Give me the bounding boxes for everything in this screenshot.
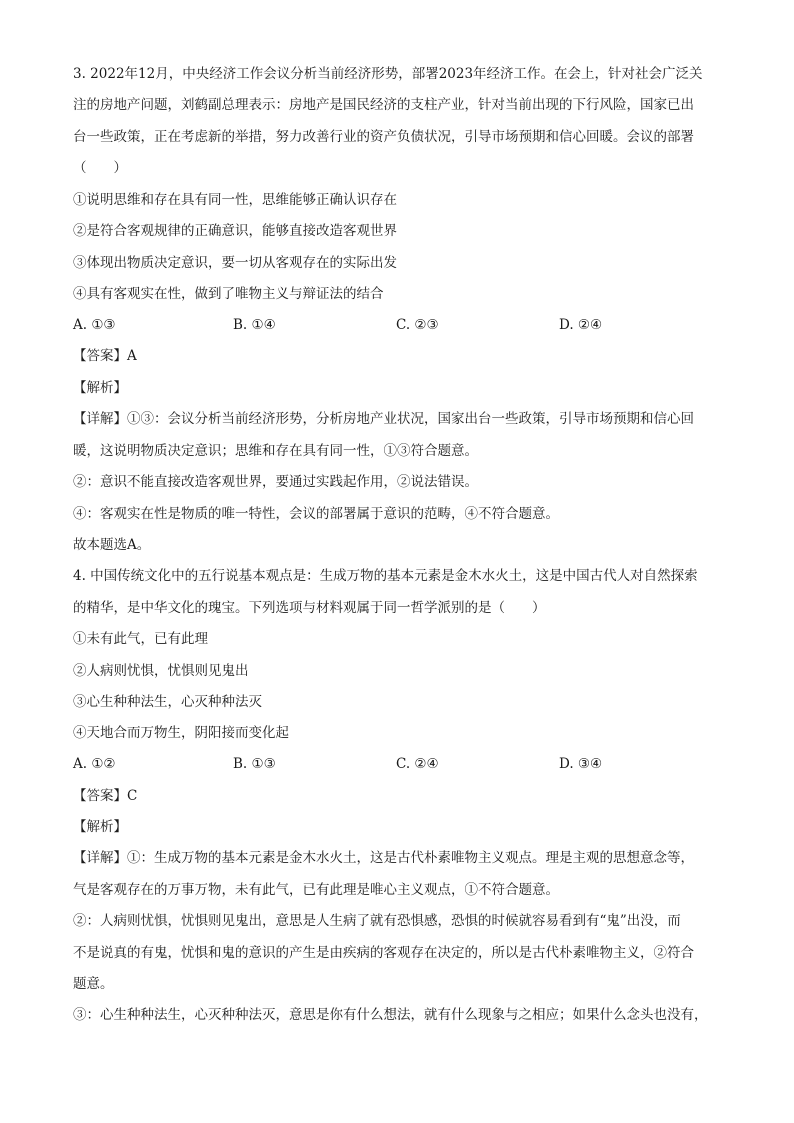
q3-stem-line-2: 注的房地产问题，刘鹤副总理表示：房地产是国民经济的支柱产业，针对当前出现的下行风险，国家已出 — [73, 97, 694, 113]
q3-detail-line-4: ④：客观实在性是物质的唯一特性，会议的部署属于意识的范畴，④不符合题意。 — [73, 506, 559, 522]
q4-option-b: B. ①③ — [233, 756, 276, 772]
q4-option-a: A. ①② — [73, 756, 116, 772]
q4-statement-1: ①未有此气，已有此理 — [73, 631, 208, 647]
q3-stem-line-1: 3. 2022年12月，中央经济工作会议分析当前经济形势，部署2023年经济工作。在会上，针对社会广泛关 — [73, 66, 703, 82]
q4-analysis-label: 【解析】 — [73, 819, 127, 835]
q4-answer: 【答案】C — [73, 788, 138, 804]
q3-analysis-label: 【解析】 — [73, 380, 127, 396]
q4-stem-line-1: 4. 中国传统文化中的五行说基本观点是：生成万物的基本元素是金木水火土，这是中国古代人对自然探索 — [73, 568, 698, 584]
q3-stem-line-4: （ ） — [73, 160, 127, 176]
q4-detail-line-4: 不是说真的有鬼，忧惧和鬼的意识的产生是由疾病的客观存在决定的，所以是古代朴素唯物主义，②符合 — [73, 945, 694, 961]
q3-statement-4: ④具有客观实在性，做到了唯物主义与辩证法的结合 — [73, 286, 384, 302]
q4-statement-2: ②人病则忧惧，忧惧则见鬼出 — [73, 663, 249, 679]
q4-options — [73, 754, 741, 774]
q4-statement-4: ④天地合而万物生，阴阳接而变化起 — [73, 725, 289, 741]
q4-detail-line-5: 题意。 — [73, 976, 114, 992]
q4-stem-line-2: 的精华，是中华文化的瑰宝。下列选项与材料观属于同一哲学派别的是（ ） — [73, 600, 546, 616]
q4-detail-line-2: 气是客观存在的万事万物，未有此气，已有此理是唯心主义观点，①不符合题意。 — [73, 882, 559, 898]
q3-answer: 【答案】A — [73, 348, 137, 364]
q3-detail-line-2: 暖，这说明物质决定意识；思维和存在具有同一性，①③符合题意。 — [73, 443, 478, 459]
q3-detail-line-3: ②：意识不能直接改造客观世界，要通过实践起作用，②说法错误。 — [73, 474, 478, 490]
q3-statement-3: ③体现出物质决定意识，要一切从客观存在的实际出发 — [73, 255, 397, 271]
q4-detail-line-6: ③：心生种种法生，心灭种种法灭，意思是你有什么想法，就有什么现象与之相应；如果什么念头也没有， — [73, 1007, 708, 1023]
q4-statement-3: ③心生种种法生，心灭种种法灭 — [73, 694, 262, 710]
q3-statement-1: ①说明思维和存在具有同一性，思维能够正确认识存在 — [73, 192, 397, 208]
q4-detail-line-3: ②：人病则忧惧，忧惧则见鬼出，意思是人生病了就有恐惧感，恐惧的时候就容易看到有“鬼”出没，而 — [73, 913, 681, 929]
q3-stem-line-3: 台一些政策，正在考虑新的举措，努力改善行业的资产负债状况，引导市场预期和信心回暖。会议的部署 — [73, 129, 694, 145]
q3-option-c: C. ②③ — [396, 317, 439, 333]
q3-conclusion: 故本题选A。 — [73, 537, 151, 553]
q4-detail-line-1: 【详解】①：生成万物的基本元素是金木水火土，这是古代朴素唯物主义观点。理是主观的思想意念等， — [73, 850, 694, 866]
q3-statement-2: ②是符合客观规律的正确意识，能够直接改造客观世界 — [73, 223, 397, 239]
q4-option-c: C. ②④ — [396, 756, 439, 772]
q3-option-b: B. ①④ — [233, 317, 276, 333]
q3-option-d: D. ②④ — [559, 317, 603, 333]
q3-option-a: A. ①③ — [73, 317, 116, 333]
q3-options — [73, 315, 741, 335]
q3-detail-line-1: 【详解】①③：会议分析当前经济形势，分析房地产业状况，国家出台一些政策，引导市场预期和信心回 — [73, 411, 694, 427]
q4-option-d: D. ③④ — [559, 756, 603, 772]
